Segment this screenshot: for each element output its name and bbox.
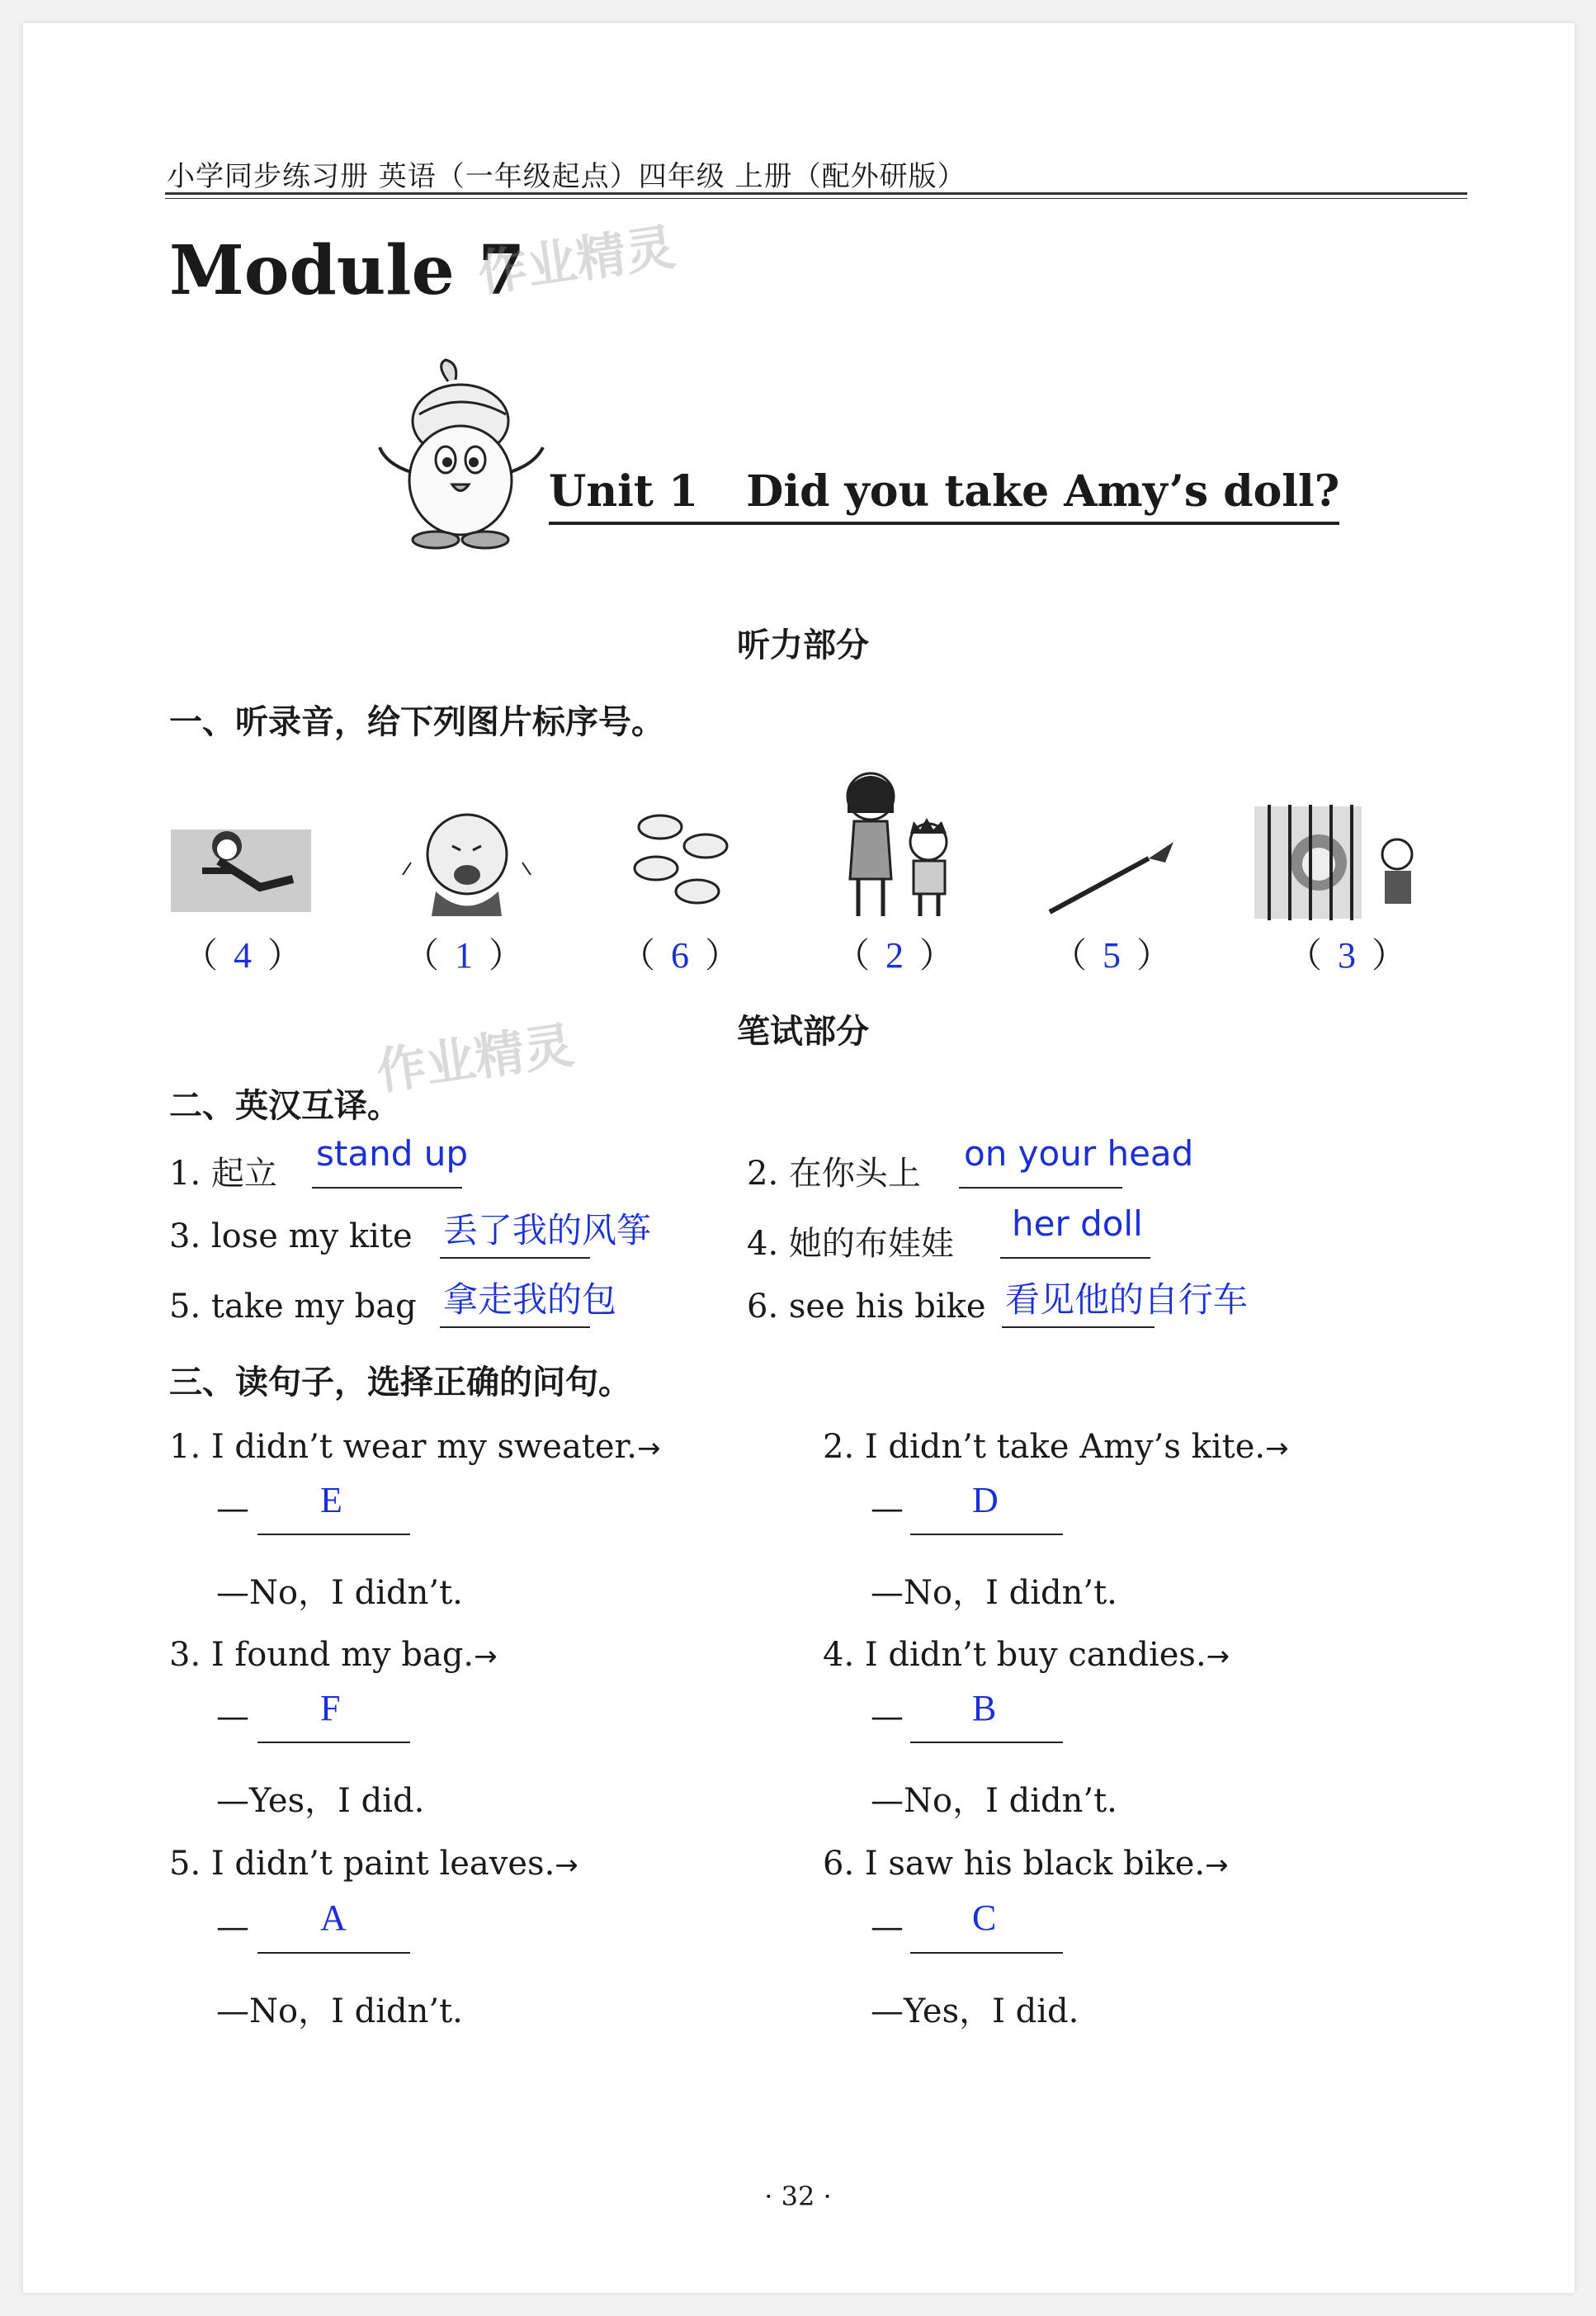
unit-title bbox=[549, 466, 1339, 525]
woman-and-boy-picture-icon bbox=[821, 763, 966, 920]
picture-answer-value: 6 bbox=[671, 935, 690, 976]
picture-answer-value: 1 bbox=[455, 935, 474, 976]
dash: — bbox=[871, 1490, 904, 1528]
translation-prompt: 6. see his bike bbox=[747, 1288, 986, 1326]
q3-sentence: 1. I didn’t wear my sweater.→ bbox=[169, 1428, 661, 1466]
translation-answer: 丢了我的风筝 bbox=[443, 1210, 652, 1250]
page-number: · 32 · bbox=[764, 2181, 832, 2212]
q3-reply: —Yes，I did. bbox=[871, 1992, 1079, 2030]
translation-answer: on your head bbox=[964, 1133, 1194, 1174]
answer-blank bbox=[910, 1742, 1063, 1743]
module-title: Module 7 bbox=[169, 231, 526, 310]
q3-title: 三、读句子，选择正确的问句。 bbox=[169, 1364, 631, 1401]
arrow-icon: → bbox=[555, 1849, 578, 1882]
q3-reply: —Yes，I did. bbox=[216, 1782, 425, 1820]
child-fallen-picture-icon bbox=[169, 813, 314, 916]
answer-blank bbox=[440, 1257, 590, 1259]
candies-picture-icon bbox=[627, 809, 739, 908]
translation-answer: stand up bbox=[316, 1133, 468, 1174]
q3-sentence: 3. I found my bag.→ bbox=[169, 1636, 498, 1674]
dash: — bbox=[216, 1698, 249, 1736]
q3-sentence: 5. I didn’t paint leaves.→ bbox=[169, 1845, 578, 1883]
header-rule-thin bbox=[165, 198, 1467, 199]
answer-blank bbox=[910, 1952, 1063, 1954]
picture-answer-value: 5 bbox=[1103, 935, 1121, 976]
q3-reply: —No，I didn’t. bbox=[216, 1574, 463, 1612]
answer-blank bbox=[257, 1742, 410, 1743]
q3-sentence: 4. I didn’t buy candies.→ bbox=[823, 1636, 1230, 1674]
arrow-icon: → bbox=[1205, 1849, 1229, 1882]
header-rule bbox=[165, 192, 1467, 195]
lion-cage-picture-icon bbox=[1253, 805, 1434, 920]
crying-boy-picture-icon bbox=[394, 805, 539, 916]
dash: — bbox=[216, 1908, 249, 1946]
translation-prompt: 1. 起立 bbox=[169, 1155, 277, 1193]
answer-blank bbox=[440, 1326, 590, 1328]
picture-answer: （ 4 ） bbox=[183, 935, 303, 976]
answer-blank bbox=[1002, 1326, 1155, 1328]
q3-sentence: 2. I didn’t take Amy’s kite.→ bbox=[823, 1428, 1289, 1466]
picture-answer: （ 5 ） bbox=[1052, 935, 1172, 976]
translation-prompt: 5. take my bag bbox=[169, 1288, 417, 1326]
mascot-icon bbox=[370, 357, 560, 555]
arrow-icon: → bbox=[1206, 1640, 1230, 1673]
running-header: 小学同步练习册 英语（一年级起点）四年级 上册（配外研版） bbox=[167, 160, 966, 193]
picture-answer: （ 2 ） bbox=[835, 935, 955, 976]
dash: — bbox=[871, 1908, 904, 1946]
picture-answer: （ 6 ） bbox=[621, 935, 740, 976]
writing-section-title: 笔试部分 bbox=[737, 1013, 869, 1051]
paintbrush-picture-icon bbox=[1041, 838, 1182, 920]
translation-answer: 拿走我的包 bbox=[443, 1279, 617, 1320]
answer-blank bbox=[257, 1534, 410, 1535]
arrow-icon: → bbox=[474, 1640, 498, 1673]
translation-answer: 看见他的自行车 bbox=[1005, 1279, 1249, 1320]
q3-answer: D bbox=[972, 1480, 999, 1520]
q3-reply: —No，I didn’t. bbox=[871, 1782, 1117, 1820]
unit-question: Did you take Amy’s doll? bbox=[746, 466, 1340, 517]
picture-answer: （ 1 ） bbox=[404, 935, 524, 976]
answer-blank bbox=[312, 1187, 462, 1189]
listening-section-title: 听力部分 bbox=[737, 626, 869, 664]
answer-blank bbox=[1000, 1257, 1150, 1259]
q3-answer: C bbox=[972, 1898, 997, 1938]
q3-answer: F bbox=[320, 1688, 341, 1728]
dash: — bbox=[871, 1698, 904, 1736]
dash: — bbox=[216, 1490, 249, 1528]
picture-answer: （ 3 ） bbox=[1287, 935, 1407, 976]
picture-answer-value: 2 bbox=[885, 935, 904, 976]
q1-title: 一、听录音，给下列图片标序号。 bbox=[169, 703, 664, 741]
q3-reply: —No，I didn’t. bbox=[871, 1574, 1117, 1612]
unit-number: Unit 1 bbox=[549, 466, 699, 517]
q3-sentence: 6. I saw his black bike.→ bbox=[823, 1845, 1229, 1883]
answer-blank bbox=[910, 1534, 1063, 1535]
answer-blank bbox=[959, 1187, 1122, 1189]
translation-prompt: 4. 她的布娃娃 bbox=[747, 1225, 954, 1263]
q3-reply: —No，I didn’t. bbox=[216, 1992, 463, 2030]
arrow-icon: → bbox=[636, 1432, 661, 1465]
translation-prompt: 2. 在你头上 bbox=[747, 1155, 921, 1193]
q3-answer: E bbox=[320, 1480, 342, 1520]
translation-prompt: 3. lose my kite bbox=[169, 1217, 413, 1255]
answer-blank bbox=[257, 1952, 410, 1954]
picture-answer-value: 3 bbox=[1338, 935, 1357, 976]
watermark-top: 作业精灵 bbox=[474, 218, 679, 304]
translation-answer: her doll bbox=[1012, 1203, 1143, 1244]
watermark-middle: 作业精灵 bbox=[372, 1016, 578, 1102]
q3-answer: B bbox=[972, 1688, 997, 1728]
picture-answer-value: 4 bbox=[234, 935, 253, 976]
q2-title: 二、英汉互译。 bbox=[169, 1087, 400, 1125]
arrow-icon: → bbox=[1265, 1432, 1289, 1465]
q3-answer: A bbox=[320, 1898, 347, 1938]
